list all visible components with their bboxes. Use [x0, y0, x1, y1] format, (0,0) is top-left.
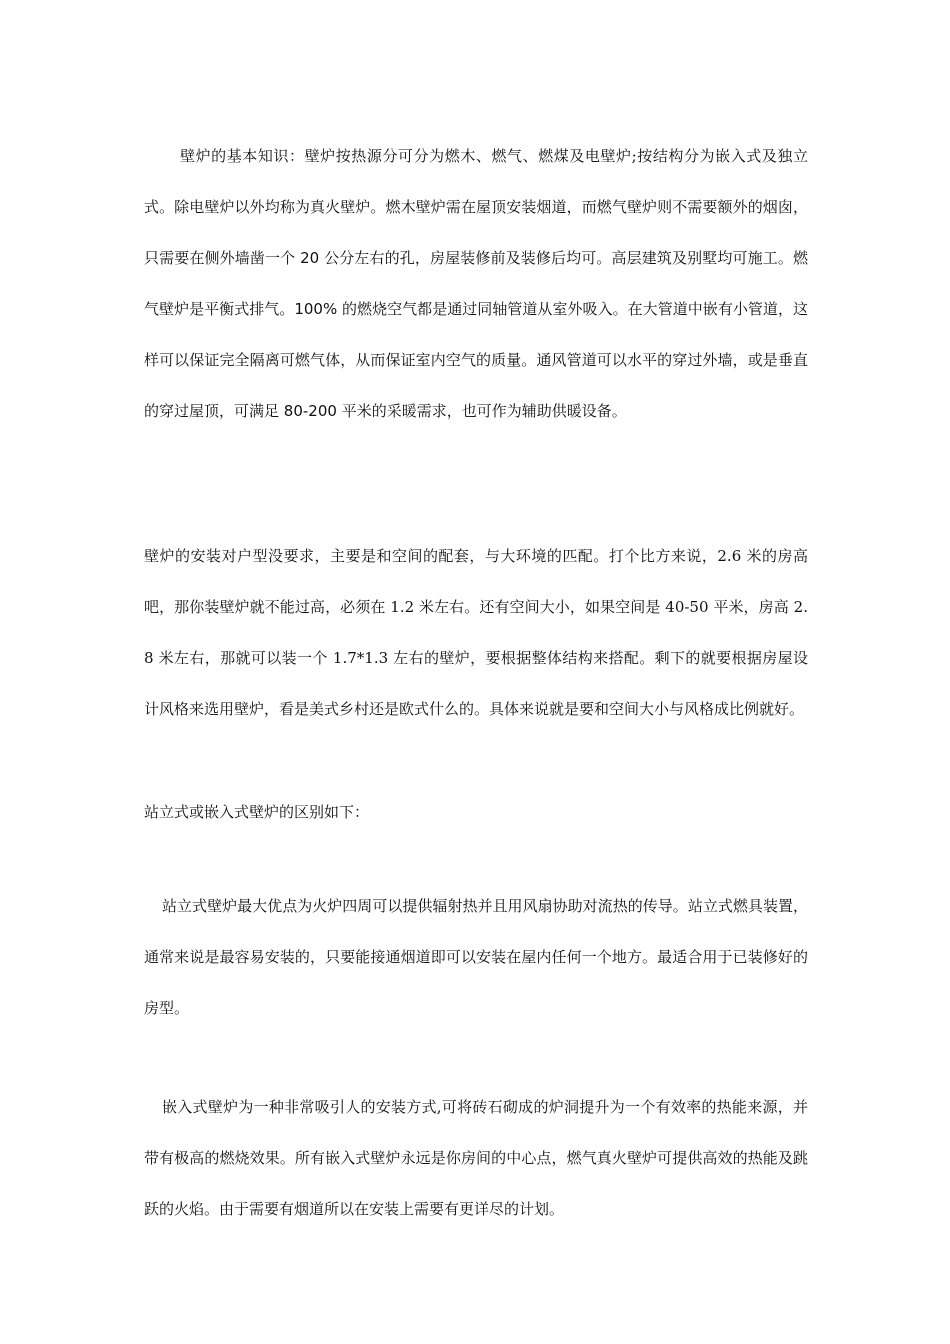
number-run: 100%	[294, 300, 338, 318]
paragraph-freestanding-fireplace: 站立式壁炉最大优点为火炉四周可以提供辐射热并且用风扇协助对流热的传导。站立式燃具装置，通常来说是最容易安装的，只要能接通烟道即可以安装在屋内任何一个地方。最适合用于已装修好的房型。	[144, 897, 808, 1017]
paragraph-installation-requirements: 壁炉的安装对户型没要求，主要是和空间的配套，与大环境的匹配。打个比方来说，2.6 米的房高吧，那你装壁炉就不能过高，必须在 1.2 米左右。还有空间大小，如果空间是 40-50 平米，房高 2.8 米左右，那就可以装一个 1.7*1.3 左右的壁炉，要根据整体结构来搭配。剩下的就要根据房屋设计风格来选用壁炉，看是美式乡村还是欧式什么的。具体来说就是要和空间大小与风格成比例就好。	[144, 547, 808, 718]
text-run: 公分左右的孔，房屋装修前及装修后均可。高层建筑及别墅均可施工。燃气壁炉是平衡式排气。	[144, 249, 808, 318]
number-run: 80-200	[283, 402, 337, 420]
number-run: 20	[300, 249, 320, 267]
paragraph-fireplace-basics	[144, 131, 808, 437]
paragraph-builtin-fireplace: 嵌入式壁炉为一种非常吸引人的安装方式,可将砖石砌成的炉洞提升为一个有效率的热能来源，并带有极高的燃烧效果。所有嵌入式壁炉永远是你房间的中心点，燃气真火壁炉可提供高效的热能及跳跃的火焰。由于需要有烟道所以在安装上需要有更详尽的计划。	[144, 1098, 808, 1218]
text-run: 平米的采暖需求，也可作为辅助供暖设备。	[336, 402, 627, 420]
text-run: 的燃烧空气都是通过同轴管道从室外吸入。在大管道中嵌有小管道，这样可以保证完全隔离可燃气体，从而保证室内空气的质量。通风管道可以水平的穿过外墙，或是垂直的穿过屋顶，可满足	[144, 300, 808, 420]
text-run: 壁炉的基本知识：壁炉按热源分可分为燃木、燃气、燃煤及电壁炉;按结构分为嵌入式及独立式。除电壁炉以外均称为真火壁炉。燃木壁炉需在屋顶安装烟道，而燃气壁炉则不需要额外的烟囱，只需要在侧外墙凿一个	[144, 147, 808, 267]
paragraph-difference-heading: 站立式或嵌入式壁炉的区别如下：	[144, 803, 370, 821]
